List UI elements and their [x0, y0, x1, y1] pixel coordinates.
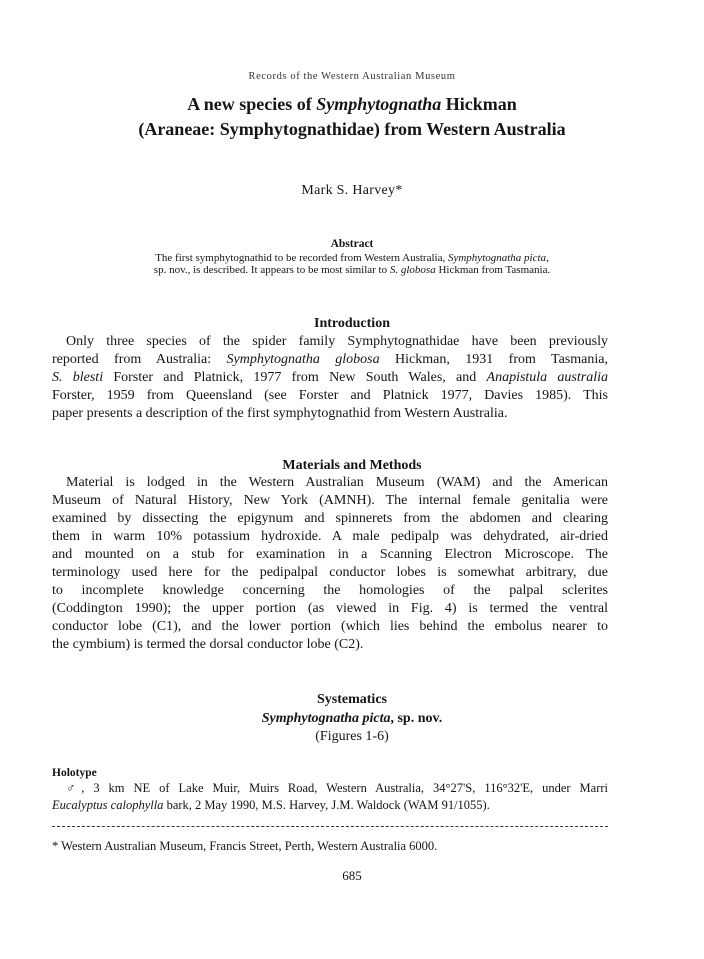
methods-line: and mounted on a stub for examination in a Scanning Electron Microscope. The	[52, 547, 608, 562]
systematics-heading: Systematics	[317, 692, 387, 707]
methods-line: them in warm 10% potassium hydroxide. A male pedipalp was dehydrated, air-dried	[52, 529, 608, 544]
abstract-species: S. globosa	[389, 264, 436, 276]
methods-line: to incomplete knowledge concerning the homologies of the palpal sclerites	[52, 583, 608, 598]
article-title-line-1	[0, 95, 704, 113]
intro-line: Forster, 1959 from Queensland (see Forster and Platnick 1977, Davies 1985). This	[52, 388, 608, 403]
species-name	[0, 711, 704, 727]
methods-line: Material is lodged in the Western Australian Museum (WAM) and the American	[66, 475, 608, 490]
methods-line: the cymbium) is termed the dorsal conductor lobe (C2).	[52, 637, 364, 652]
intro-text: reported from Australia:	[52, 352, 227, 367]
methods-paragraph	[52, 474, 608, 654]
title-prefix: A new species of	[187, 94, 317, 114]
species-binomial: Symphytognatha picta	[261, 711, 391, 726]
intro-line	[52, 369, 608, 387]
abstract-text: sp. nov., is described. It appears to be most similar to	[153, 264, 390, 276]
methods-line: Museum of Natural History, New York (AMNH). The internal female genitalia were	[52, 493, 608, 508]
intro-text: Hickman, 1931 from Tasmania,	[379, 352, 609, 367]
intro-line: paper presents a description of the first symphytognathid from Western Australia.	[52, 406, 508, 421]
article-title-line-2: (Araneae: Symphytognathidae) from Western Australia	[138, 119, 566, 139]
abstract-text: The first symphytognathid to be recorded from Western Australia,	[155, 252, 448, 264]
page-number: 685	[342, 868, 362, 883]
author-name: Mark S. Harvey*	[301, 183, 403, 198]
author-footnote: * Western Australian Museum, Francis Street, Perth, Western Australia 6000.	[52, 839, 438, 853]
methods-line: conductor lobe (C1), and the lower portion (which lies behind the embolus nearer to	[52, 619, 608, 634]
intro-line: Only three species of the spider family Symphytognathidae have been previously	[66, 334, 608, 349]
holotype-line	[52, 797, 608, 814]
holotype-heading: Holotype	[52, 767, 97, 779]
intro-species: Anapistula australia	[486, 370, 609, 385]
introduction-heading: Introduction	[314, 316, 390, 331]
abstract-text: ,	[546, 252, 549, 264]
intro-line	[52, 351, 608, 369]
intro-text: Forster and Platnick, 1977 from New South Wales, and	[103, 370, 487, 385]
intro-species: Symphytognatha globosa	[226, 352, 380, 367]
abstract-line-2	[0, 264, 704, 276]
intro-species: S. blesti	[52, 370, 104, 385]
figures-reference: (Figures 1-6)	[315, 729, 389, 744]
introduction-paragraph	[52, 333, 608, 423]
abstract-line-1	[0, 252, 704, 264]
footnote-rule	[52, 826, 608, 827]
journal-citation: Records of the Western Australian Museum	[248, 71, 456, 82]
holotype-line: ♂, 3 km NE of Lake Muir, Muirs Road, Western Australia, 34°27'S, 116°32'E, under Marri	[66, 781, 608, 795]
methods-line: examined by dissecting the epigynum and spinnerets from the abdomen and clearing	[52, 511, 608, 526]
title-suffix: Hickman	[441, 94, 517, 114]
holotype-host-species: Eucalyptus calophylla	[52, 798, 164, 812]
abstract-text: Hickman from Tasmania.	[435, 264, 551, 276]
holotype-paragraph	[52, 780, 608, 814]
abstract-heading: Abstract	[330, 238, 374, 250]
abstract-species: Symphytognatha picta	[447, 252, 547, 264]
species-status: , sp. nov.	[390, 711, 443, 726]
methods-line: (Coddington 1990); the upper portion (as viewed in Fig. 4) is termed the ventral	[52, 601, 608, 616]
methods-heading: Materials and Methods	[282, 458, 422, 473]
holotype-text: bark, 2 May 1990, M.S. Harvey, J.M. Waldock (WAM 91/1055).	[163, 798, 490, 812]
methods-line: terminology used here for the pedipalpal conductor lobes is somewhat arbitrary, due	[52, 565, 608, 580]
title-genus: Symphytognatha	[316, 94, 442, 114]
